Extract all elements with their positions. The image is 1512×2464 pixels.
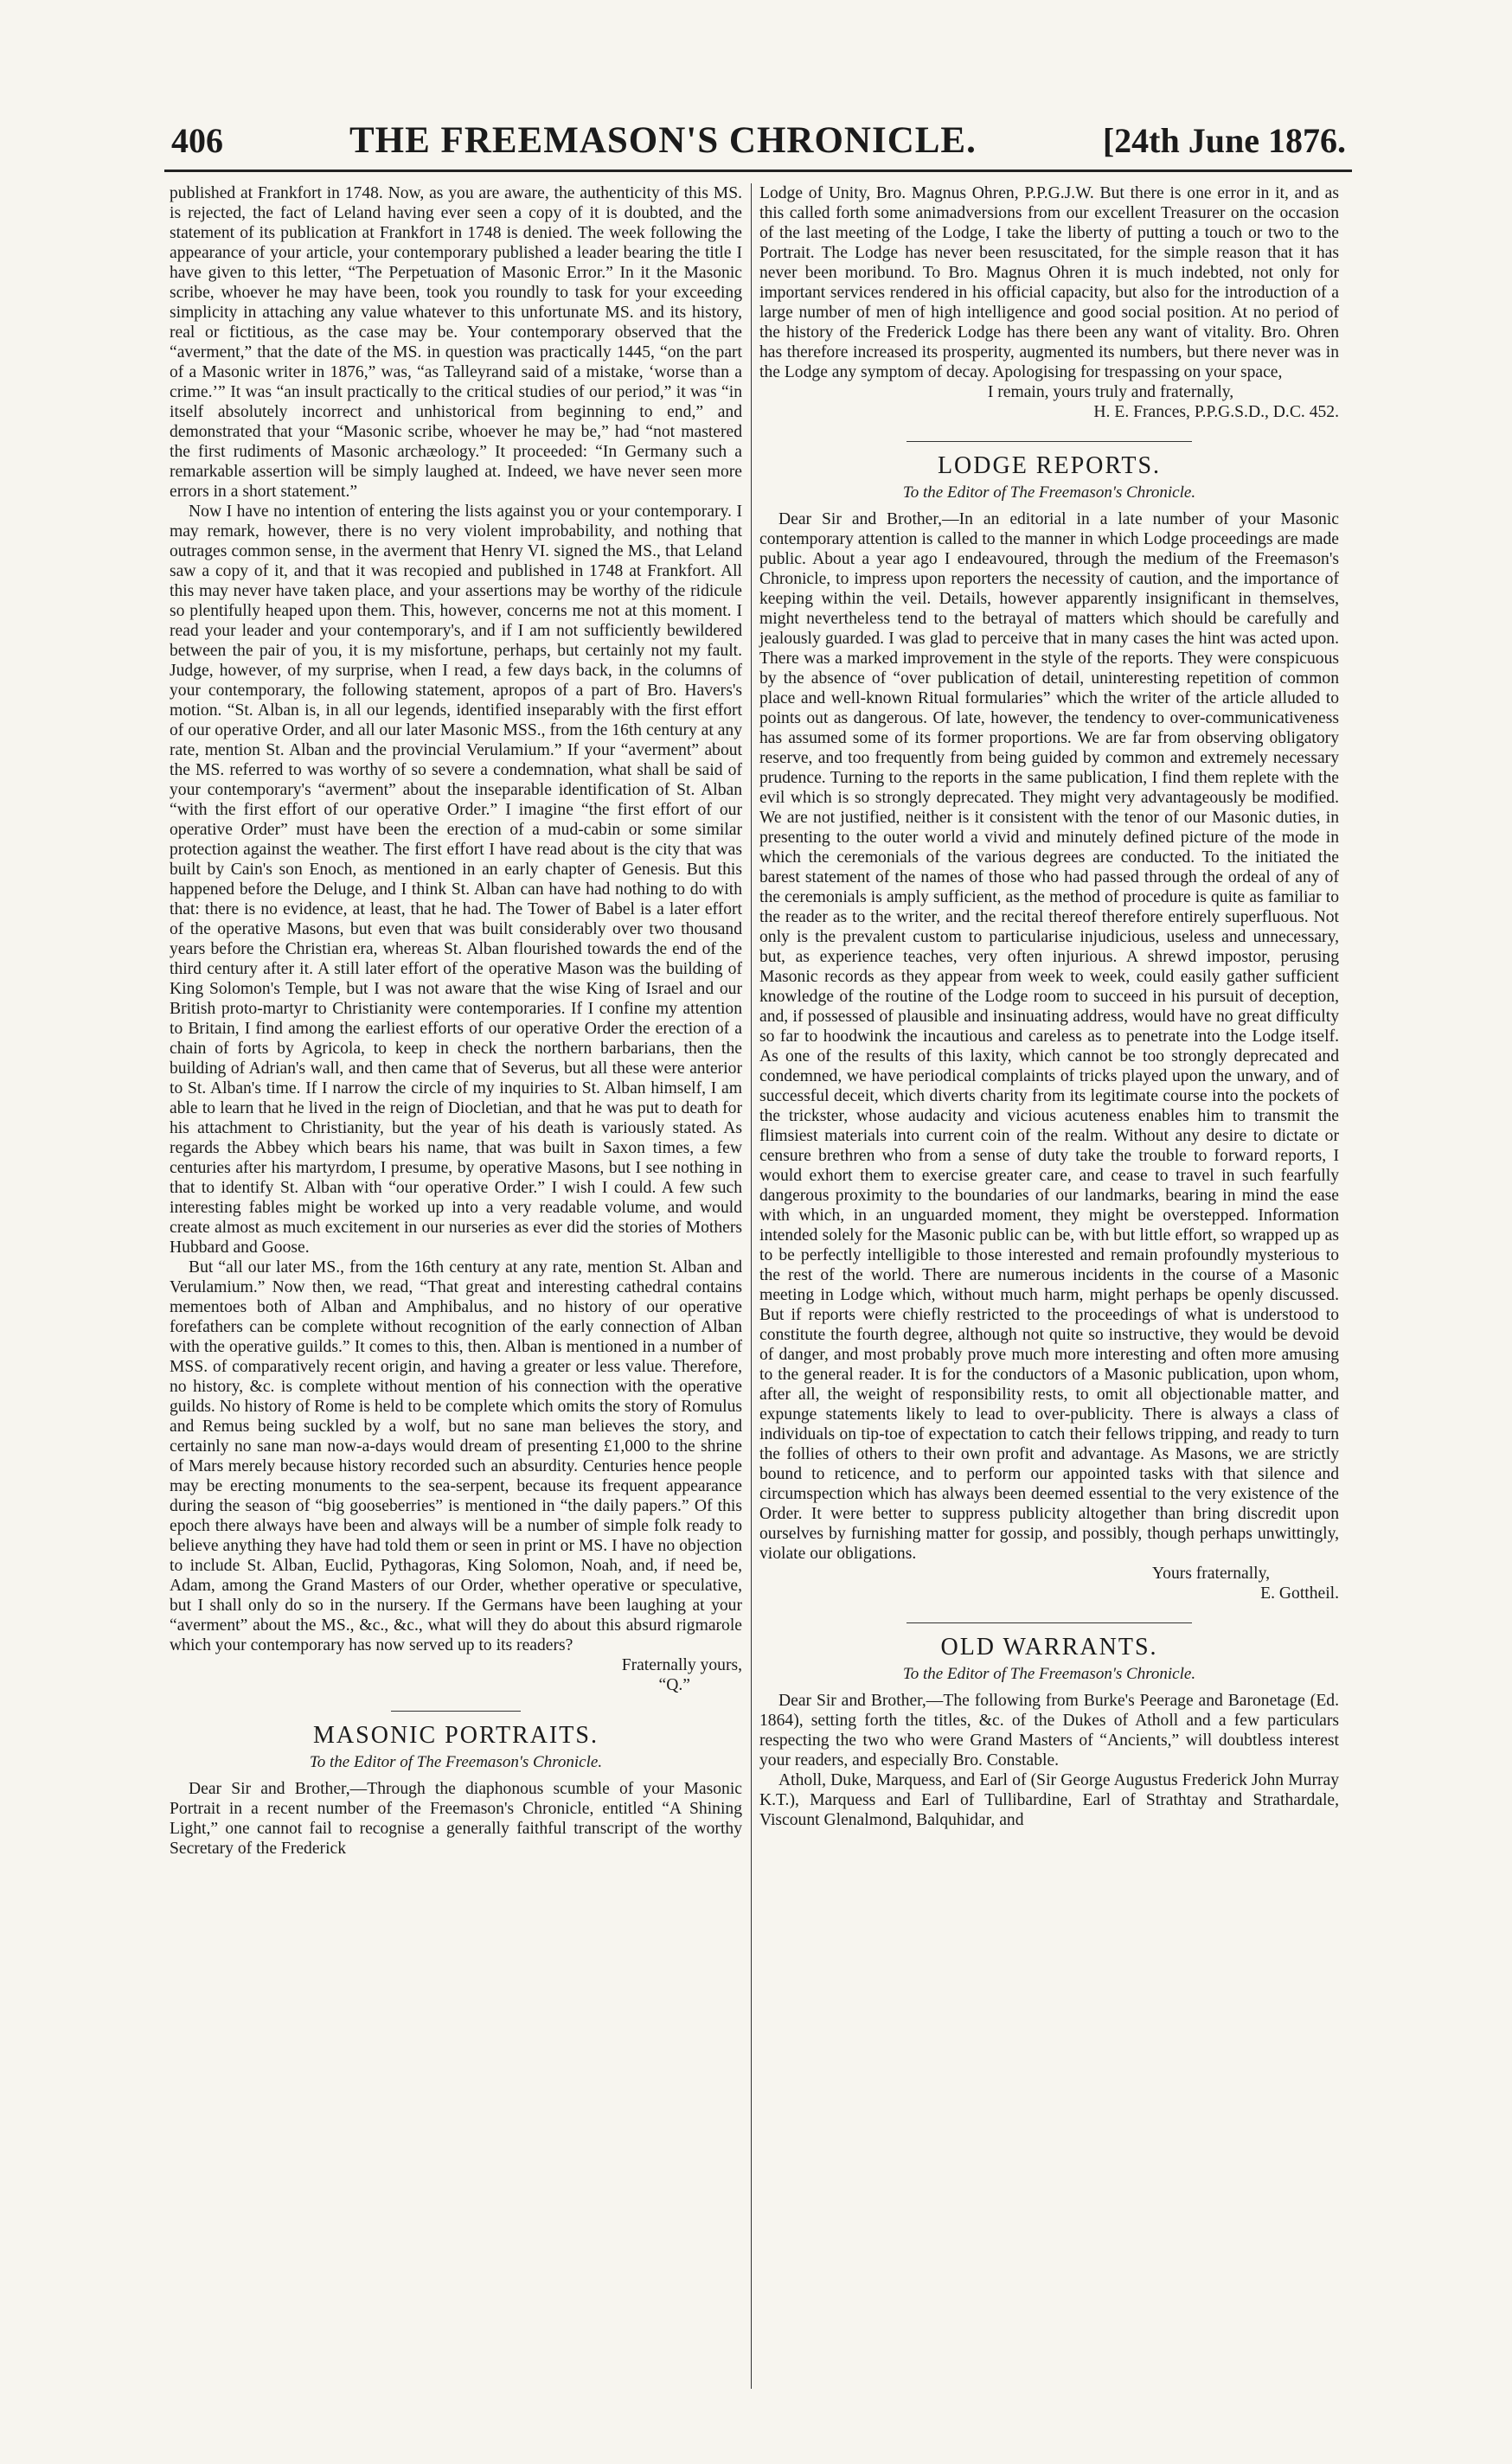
section-divider (907, 1622, 1192, 1623)
section-dedication: To the Editor of The Freemason's Chronicle. (309, 1753, 603, 1771)
issue-date: [24th June 1876. (1102, 121, 1346, 160)
masthead (171, 119, 1346, 163)
masthead-rule (164, 170, 1352, 172)
section-heading-old-warrants: OLD WARRANTS. (940, 1634, 1158, 1661)
left-column (170, 183, 742, 1859)
letter-signature: H. E. Frances, P.P.G.S.D., D.C. 452. (1093, 403, 1339, 421)
article-paragraph: Dear Sir and Brother,—Through the diaphonous scumble of your Masonic Portrait in a recent number of the Freemason's Chronicle, entitled “A Shining Light,” one cannot fail to recognise a generally faithful transcript of the worthy Secretary of the Frederick (170, 1780, 742, 1858)
page-number: 406 (171, 121, 223, 160)
section-heading-lodge-reports: LODGE REPORTS. (937, 452, 1162, 479)
section-divider (907, 441, 1192, 442)
article-paragraph: Now I have no intention of entering the lists against you or your contemporary. I may remark, however, there is no very violent improbability, and nothing that outrages common sense, in the averment that Henry VI. signed the MS., that Leland saw a copy of it, and that it was recopied and published in 1748 at Frankfort. All this may never have taken place, and your assertions may be worthy of the ridicule so plentifully heaped upon them. This, however, concerns me not at this moment. I read your leader and your contemporary's, and if I am not sufficiently bewildered between the pair of you, it is my misfortune, perhaps, but certainly not my fault. Judge, however, of my surprise, when I read, a few days back, in the columns of your contemporary, the following statement, apropos of a part of Bro. Havers's motion. “St. Alban is, in all our legends, identified inseparably with the first effort of our operative Order, and all our later Masonic MSS., from the 16th century at any rate, mention St. Alban and the provincial Verulamium.” If your “averment” about the MS. referred to was worthy of so severe a condemnation, what shall be said of your contemporary's “averment” about the inseparable identification of St. Alban “with the first effort of our operative Order.” I imagine “the first effort of our operative Order” must have been the erection of a mud-cabin or some similar protection against the weather. The first effort I have read about is the city that was built by Cain's son Enoch, as mentioned in an early chapter of Genesis. But this happened before the Deluge, and I think St. Alban can have had nothing to do with that: there is no evidence, at least, that he had. The Tower of Babel is a later effort of the operative Masons, but even that was built considerably over two thousand years before the Christian era, whereas St. Alban flourished towards the end of the third century after it. A still later effort of the operative Mason was the building of King Solomon's Temple, but I was not aware that the wise King of Israel and our British proto-martyr to Christianity were contemporaries. If I confine my attention to Britain, I find among the earliest efforts of our operative Order the erection of a chain of forts by Agricola, to keep in check the northern barbarians, then the building of Adrian's wall, and then came that of Severus, but all these were anterior to St. Alban's time. If I narrow the circle of my inquiries to St. Alban himself, I am able to learn that he lived in the reign of Diocletian, and that he was put to death for his attachment to Christianity, but the year of his death is variously stated. As regards the Abbey which bears his name, that was built in Saxon times, a few centuries after his martyrdom, I presume, by operative Masons, but I see nothing in that to identify St. Alban with “our operative Order.” I wish I could. A few such interesting fables might be worked up into a very readable volume, and would create almost as much excitement in our nurseries as ever did the stories of Mothers Hubbard and Goose. (170, 502, 742, 1257)
letter-closing: Fraternally yours, (621, 1656, 742, 1674)
right-column (759, 183, 1339, 1830)
article-paragraph: Dear Sir and Brother,—In an editorial in a late number of your Masonic contemporary attention is called to the manner in which Lodge proceedings are made public. About a year ago I endeavoured, through the medium of the Freemason's Chronicle, to impress upon reporters the necessity of caution, and the importance of keeping within the veil. Details, however apparently insignificant in themselves, might nevertheless tend to the betrayal of matters which should be carefully and jealously guarded. I was glad to perceive that in many cases the hint was acted upon. There was a marked improvement in the style of the reports. They were conspicuous by the absence of “over publication of detail, uninteresting repetition of common place and well-known Ritual formularies” which the writer of the article alluded to points out as dangerous. Of late, however, the tendency to over-communicativeness has assumed some of its former proportions. We are far from observing obligatory reserve, and too frequently from being guided by common and extremely necessary prudence. Turning to the reports in the same publication, I find them replete with the evil which is so strongly deprecated. They might very advantageously be modified. We are not justified, neither is it consistent with the tenor of our Masonic duties, in presenting to the outer world a vivid and minutely defined picture of the mode in which the ceremonials of the various degrees are conducted. To the initiated the barest statement of the names of those who had passed through the ordeal of any of the ceremonials is amply sufficient, as the method of procedure is quite as familiar to the reader as to the writer, and the recital thereof therefore entirely superfluous. Not only is the prevalent custom to particularise injudicious, useless and unnecessary, but, as experience teaches, very often injurious. A shrewd impostor, perusing Masonic records as they appear from week to week, could easily gather sufficient knowledge of the routine of the Lodge room to succeed in his pursuit of deception, and, if possessed of plausible and insinuating address, would have no great difficulty so far to hoodwink the incautious and careless as to penetrate into the Lodge itself. As one of the results of this laxity, which cannot be too strongly deprecated and condemned, we have periodical complaints of tricks played upon the unwary, and of successful deceit, which diverts charity from its legitimate course into the pockets of the trickster, whose audacity and vicious acuteness enables him to transmit the flimsiest materials into current coin of the realm. Without any desire to dictate or censure brethren who from a sense of duty take the trouble to forward reports, I would exhort them to exercise greater care, and cease to travel in such fearfully dangerous proximity to the boundaries of our landmarks, bearing in mind the ease with which, in an unguarded moment, they might be overstepped. Information intended solely for the Masonic public can be, with but little effort, so wrapped up as to be perfectly intelligible to those interested and remain profoundly mysterious to the rest of the world. There are numerous incidents in the course of a Masonic meeting in Lodge which, without much harm, might perhaps be openly discussed. But if reports were chiefly restricted to the proceedings of what is understood to constitute the fourth degree, although not quite so instructive, they would be devoid of danger, and most probably prove much more interesting and often more amusing to the general reader. It is for the conductors of a Masonic publication, upon whom, after all, the weight of responsibility rests, to omit all objectionable matter, and expunge statements likely to lead to over-publicity. There is always a class of individuals on tip-toe of expectation to catch their fellows tripping, and ready to turn the follies of others to their own profit and advantage. As Masons, we are strictly bound to reticence, and to perform our appointed tasks with that silence and circumspection which has always been deemed essential to the very existence of the Order. It were better to suppress publicity altogether than bring discredit upon ourselves by furnishing matter for gossip, and possibly, though perhaps unwittingly, violate our obligations. (759, 510, 1339, 1563)
letter-signature: E. Gottheil. (1260, 1584, 1339, 1603)
letter-signature: “Q.” (658, 1676, 690, 1694)
article-paragraph: published at Frankfort in 1748. Now, as you are aware, the authenticity of this MS. is rejected, the fact of Leland having ever seen a copy of it is doubted, and the statement of its publication at Frankfort in 1748 is denied. The week following the appearance of your article, your contemporary published a leader bearing the title I have given to this letter, “The Perpetuation of Masonic Error.” In it the Masonic scribe, whoever he may have been, took you roundly to task for your exceeding simplicity in attaching any value whatever to this unfortunate MS. and its history, real or fictitious, as the case may be. Your contemporary observed that the “averment,” that the date of the MS. in question was practically 1445, “on the part of a Masonic writer in 1876,” was, “as Talleyrand said of a mistake, ‘worse than a crime.’” It was “an insult practically to the critical studies of our period,” it was “in itself absolutely incorrect and unhistorical from beginning to end,” and demonstrated that your “Masonic scribe, whoever he may be,” had “not mastered the first rudiments of Masonic archæology.” It proceeded: “In Germany such a remarkable assertion will be simply laughed at. Indeed, we have never seen more errors in a short statement.” (170, 184, 742, 501)
section-heading-masonic-portraits: MASONIC PORTRAITS. (313, 1722, 599, 1749)
article-paragraph: But “all our later MS., from the 16th century at any rate, mention St. Alban and Verulamium.” Now then, we read, “That great and interesting cathedral contains mementoes both of Alban and Amphibalus, and no history of our operative forefathers can be complete without recognition of the early connection of Alban with the operative guilds.” It comes to this, then. Alban is mentioned in a number of MSS. of comparatively recent origin, and having a greater or less value. Therefore, no history, &c. is complete without mention of his connection with the operative guilds. No history of Rome is held to be complete which omits the story of Romulus and Remus being suckled by a wolf, but no sane man believes the story, and certainly no sane man now-a-days would dream of presenting £1,000 to the shrine of Mars merely because history recorded such an absurdity. Centuries hence people may be erecting monuments to the sea-serpent, because its frequent appearance during the season of “big gooseberries” is mentioned in “the daily papers.” Of this epoch there always have been and always will be a number of simple folk ready to believe anything they have had told them or seen in print or MS. I have no objection to include St. Alban, Euclid, Pythagoras, King Solomon, Noah, and, if need be, Adam, among the Grand Masters of our Order, whether operative or speculative, but I shall only do so in the nursery. If the Germans have been laughing at your “averment” about the MS., &c., &c., what will they do about this absurd rigmarole which your contemporary has now served up to its readers? (170, 1258, 742, 1654)
newspaper-title: THE FREEMASON'S CHRONICLE. (349, 120, 977, 161)
article-paragraph: Lodge of Unity, Bro. Magnus Ohren, P.P.G.J.W. But there is one error in it, and as this called forth some animadversions from our excellent Treasurer on the occasion of the last meeting of the Lodge, I take the liberty of putting a touch or two to the Portrait. The Lodge has never been resuscitated, for the simple reason that it has never been moribund. To Bro. Magnus Ohren it is much indebted, not only for important services rendered in his official capacity, but also for the introduction of a large number of men of high intelligence and good social position. At no period of the history of the Frederick Lodge has there been any want of vitality. Bro. Ohren has therefore increased its prosperity, augmented its numbers, but there never was in the Lodge any symptom of decay. Apologising for trespassing on your space, (759, 184, 1339, 381)
section-dedication: To the Editor of The Freemason's Chronicle. (902, 483, 1196, 502)
article-paragraph: Atholl, Duke, Marquess, and Earl of (Sir George Augustus Frederick John Murray K.T.), Marquess and Earl of Tullibardine, Earl of Strathtay and Strathardale, Viscount Glenalmond, Balquhidar, and (759, 1771, 1339, 1829)
letter-closing: Yours fraternally, (1151, 1565, 1270, 1583)
section-divider (391, 1711, 521, 1712)
letter-closing: I remain, yours truly and fraternally, (987, 383, 1234, 401)
section-dedication: To the Editor of The Freemason's Chronicle. (902, 1665, 1196, 1683)
article-paragraph: Dear Sir and Brother,—The following from Burke's Peerage and Baronetage (Ed. 1864), setting forth the titles, &c. of the Dukes of Atholl and a few particulars respecting the two who were Grand Masters of “Ancients,” will doubtless interest your readers, and especially Bro. Constable. (759, 1692, 1339, 1770)
column-divider (751, 183, 752, 2389)
